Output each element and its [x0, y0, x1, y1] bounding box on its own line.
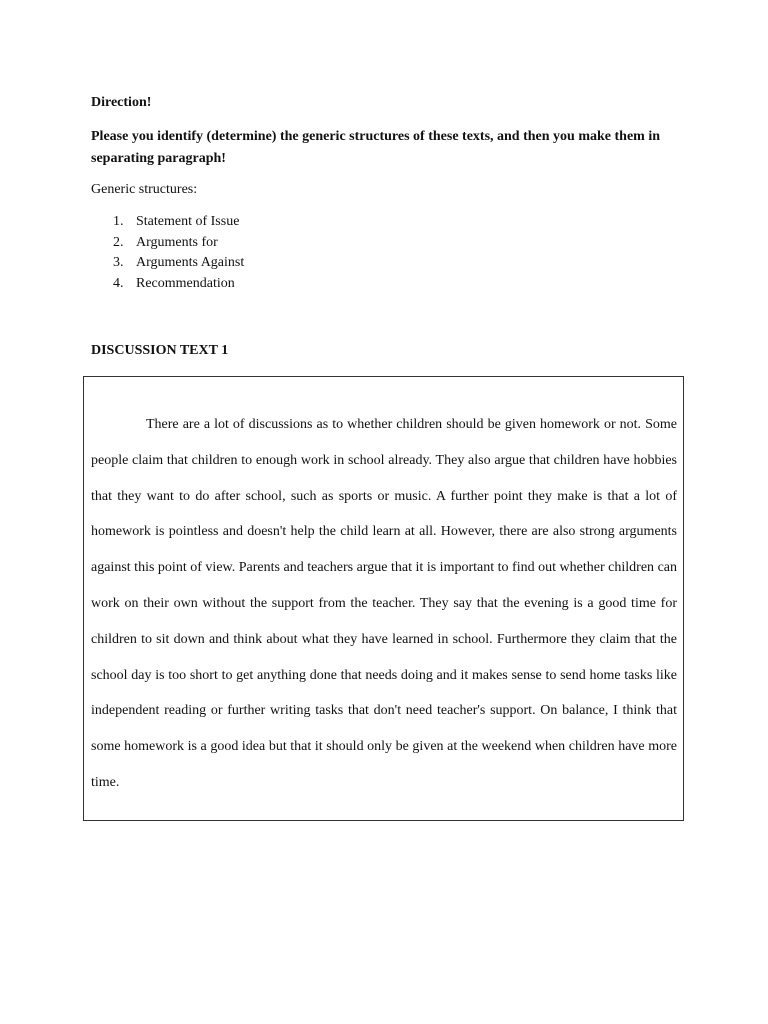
- list-item: [91, 233, 244, 254]
- list-item-number: 2.: [113, 234, 124, 250]
- list-item-text: Recommendation: [136, 276, 235, 292]
- list-item-number: 1.: [113, 214, 124, 229]
- list-item: [91, 212, 244, 233]
- generic-structures-label: Generic structures:: [91, 182, 198, 197]
- discussion-text-box: [83, 376, 684, 821]
- direction-title: Direction!: [91, 95, 152, 110]
- list-item-text: Arguments for: [136, 234, 218, 250]
- list-item-number: 3.: [113, 255, 124, 271]
- list-item: [91, 253, 244, 274]
- list-item-text: Statement of Issue: [136, 214, 240, 229]
- instruction-text: Please you identify (determine) the generic structures of these texts, and then you make them in separating paragraph!: [91, 129, 660, 166]
- list-item-text: Arguments Against: [136, 255, 245, 271]
- list-item: [91, 274, 244, 295]
- discussion-body-text: There are a lot of discussions as to whether children should be given homework or not. Some people claim that children to enough work in school already. They also argue that children have hobbies that they want to do after school, such as sports or music. A further point they make is that a lot of homework is pointless and doesn't help the child learn at all. However, there are also strong arguments against this point of view. Parents and teachers argue that it is important to find out whether children can work on their own without the support from the teacher. They say that the evening is a good time for children to sit down and think about what they have learned in school. Furthermore they claim that the school day is too short to get anything done that needs doing and it makes sense to send home tasks like independent reading or further writing tasks that don't need teacher's support. On balance, I think that some homework is a good idea but that it should only be given at the weekend when children have more time.: [91, 417, 677, 790]
- generic-structures-list: [91, 212, 244, 295]
- discussion-heading: DISCUSSION TEXT 1: [91, 343, 229, 358]
- list-item-number: 4.: [113, 276, 124, 292]
